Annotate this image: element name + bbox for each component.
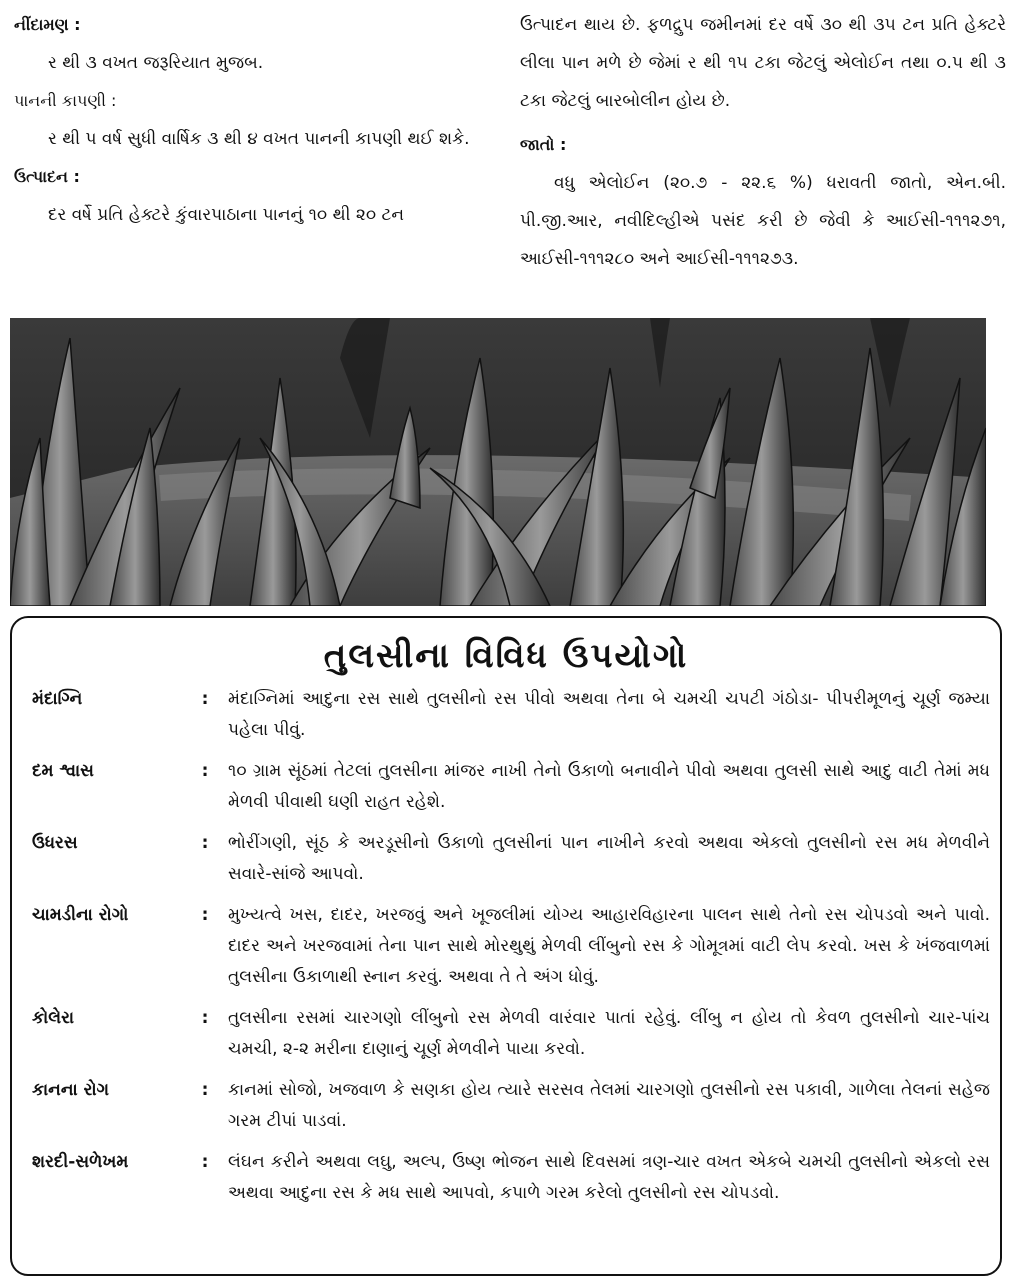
weeding-text: ર થી ૩ વખત જરૂરિયાત મુજબ.: [48, 53, 264, 73]
entry-separator: :: [201, 689, 209, 709]
left-column: [14, 6, 502, 234]
aloe-vera-photo: [10, 318, 986, 606]
entry-term: ચામડીના રોગો: [32, 905, 129, 925]
entry-term: મંદાગ્નિ: [32, 689, 83, 709]
list-item: [12, 828, 1000, 890]
varieties-text: વધુ એલોઈન (૨૦.૭ - ૨૨.૬ %) ધરાવતી જાતો, એન.બી. પી.જી.આર, નવીદિલ્હીએ પસંદ કરી છે જેવી કે આઈસી-૧૧૧૨૭૧, આઈસી-૧૧૧૨૮૦ અને આઈસી-૧૧૧૨૭૩.: [520, 173, 1006, 269]
production-text: દર વર્ષે પ્રતિ હેક્ટરે કુંવારપાઠાના પાનનું ૧૦ થી ૨૦ ટન: [48, 205, 405, 225]
entry-description: તુલસીના રસમાં ચારગણો લીંબુનો રસ મેળવી વારંવાર પાતાં રહેવું. લીંબુ ન હોય તો કેવળ તુલસીનો ચાર-પાંચ ચમચી, ૨-૨ મરીના દાણાનું ચૂર્ણ મેળવીને પાયા કરવો.: [228, 1008, 990, 1059]
list-item: [12, 756, 1000, 818]
entry-description: ભોરીંગણી, સૂંઠ કે અરડૂસીનો ઉકાળો તુલસીનાં પાન નાખીને કરવો અથવા એકલો તુલસીનો રસ મધ મેળવીને સવારે-સાંજે આપવો.: [228, 833, 990, 884]
entry-term: ઉધરસ: [32, 833, 78, 853]
entry-separator: :: [201, 833, 209, 853]
tulsi-uses-title: તુલસીના વિવિધ ઉપયોગો: [323, 636, 689, 676]
aloe-field-illustration: [10, 318, 986, 606]
entry-separator: :: [201, 761, 209, 781]
entry-separator: :: [201, 1008, 209, 1028]
entry-description: મુખ્યત્વે ખસ, દાદર, ખરજવું અને ખૂજલીમાં યોગ્ય આહારવિહારના પાલન સાથે તેનો રસ ચોપડવો અને પાવો. દાદર અને ખરજવામાં તેના પાન સાથે મોરથુથું મેળવી લીંબુનો રસ કે ગોમૂત્રમાં વાટી લેપ કરવો. ખસ કે ખંજવાળમાં તુલસીના ઉકાળાથી સ્નાન કરવું. અથવા તે તે અંગ ધોવું.: [228, 905, 990, 987]
entry-term: કાનના રોગ: [32, 1080, 110, 1100]
list-item: [12, 900, 1000, 993]
right-column: [520, 6, 1006, 278]
weeding-heading: નીંદામણ :: [14, 15, 81, 34]
entry-term: શરદી-સળેખમ: [32, 1152, 129, 1172]
production-continued-text: ઉત્પાદન થાય છે. ફળદ્રુપ જમીનમાં દર વર્ષે ૩૦ થી ૩૫ ટન પ્રતિ હેક્ટરે લીલા પાન મળે છે જેમાં ર થી ૧૫ ટકા જેટલું એલોઈન તથા ૦.પ થી ૩ ટકા જેટલું બારબોલીન હોય છે.: [520, 15, 1006, 111]
list-item: [12, 1147, 1000, 1209]
entry-description: મંદાગ્નિમાં આદુના રસ સાથે તુલસીનો રસ પીવો અથવા તેના બે ચમચી ચપટી ગંઠોડા- પીપરીમૂળનું ચૂર્ણ જમ્યા પહેલા પીવું.: [228, 689, 990, 740]
list-item: [12, 1075, 1000, 1137]
list-item: [12, 684, 1000, 746]
entry-separator: :: [201, 1152, 209, 1172]
list-item: [12, 1003, 1000, 1065]
production-heading: ઉત્પાદન :: [14, 167, 80, 186]
entry-description: ૧૦ ગ્રામ સૂંઠમાં તેટલાં તુલસીના માંજર નાખી તેનો ઉકાળો બનાવીને પીવો અથવા તુલસી સાથે આદુ વાટી તેમાં મધ મેળવી પીવાથી ઘણી રાહત રહેશે.: [228, 761, 990, 812]
entry-term: કોલેરા: [32, 1008, 75, 1028]
tulsi-uses-box: [10, 616, 1002, 1276]
entry-separator: :: [201, 905, 209, 925]
leaf-cutting-text: ર થી પ વર્ષ સુધી વાર્ષિક ૩ થી ૪ વખત પાનની કાપણી થઈ શકે.: [48, 129, 470, 149]
entry-term: દમ શ્વાસ: [32, 761, 94, 781]
entry-description: લંઘન કરીને અથવા લઘુ, અલ્પ, ઉષ્ણ ભોજન સાથે દિવસમાં ત્રણ-ચાર વખત એકબે ચમચી તુલસીનો એકલો રસ અથવા આદુના રસ કે મધ સાથે આપવો, કપાળે ગરમ કરેલો તુલસીનો રસ ચોપડવો.: [228, 1152, 990, 1203]
leaf-cutting-heading: પાનની કાપણી :: [14, 91, 117, 110]
entry-description: કાનમાં સોજો, ખજવાળ કે સણકા હોય ત્યારે સરસવ તેલમાં ચારગણો તુલસીનો રસ પકાવી, ગાળેલા તેલનાં સહેજ ગરમ ટીપાં પાડવાં.: [228, 1080, 990, 1131]
entry-separator: :: [201, 1080, 209, 1100]
varieties-heading: જાતો :: [520, 135, 567, 154]
